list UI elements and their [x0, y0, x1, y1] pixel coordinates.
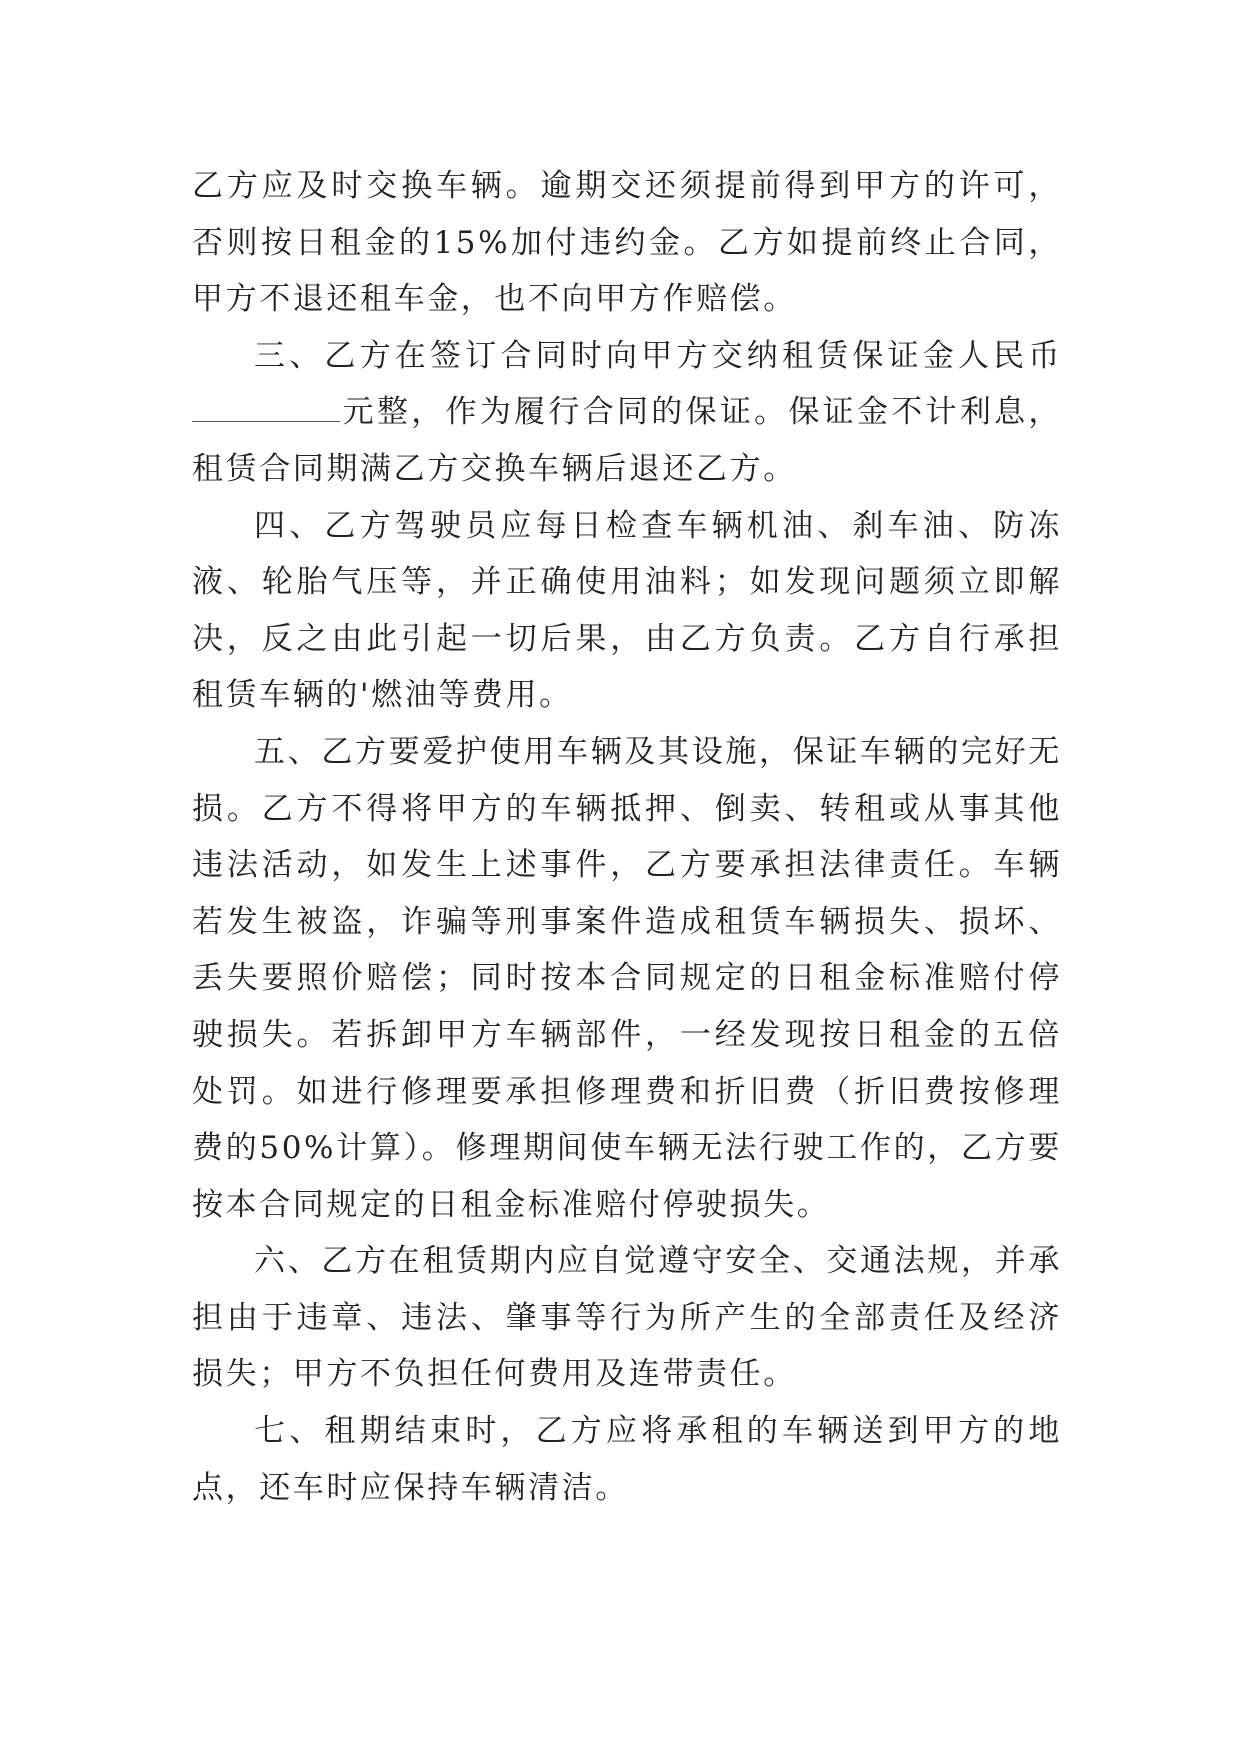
clause-3-text-after-blank: 元整，作为履行合同的保证。保证金不计利息，租赁合同期满乙方交换车辆后退还乙方。 [192, 394, 1062, 487]
paragraph-clause-6: 六、乙方在租赁期内应自觉遵守安全、交通法规，并承担由于违章、违法、肇事等行为所产生的全部责任及经济损失；甲方不负担任何费用及连带责任。 [192, 1243, 1062, 1393]
paragraph-continuation: 乙方应及时交换车辆。逾期交还须提前得到甲方的许可，否则按日租金的15%加付违约金。乙方如提前终止合同，甲方不退还租车金，也不向甲方作赔偿。 [192, 168, 1062, 318]
paragraph-clause-7: 七、租期结束时，乙方应将承租的车辆送到甲方的地点，还车时应保持车辆清洁。 [192, 1413, 1062, 1506]
deposit-amount-blank [192, 393, 340, 422]
paragraph-clause-5: 五、乙方要爱护使用车辆及其设施，保证车辆的完好无损。乙方不得将甲方的车辆抵押、倒卖、转租或从事其他违法活动，如发生上述事件，乙方要承担法律责任。车辆若发生被盗，诈骗等刑事案件造成租赁车辆损失、损坏、丢失要照价赔偿；同时按本合同规定的日租金标准赔付停驶损失。若拆卸甲方车辆部件，一经发现按日租金的五倍处罚。如进行修理要承担修理费和折旧费（折旧费按修理费的50%计算）。修理期间使车辆无法行驶工作的，乙方要按本合同规定的日租金标准赔付停驶损失。 [192, 733, 1062, 1223]
paragraph-clause-4: 四、乙方驾驶员应每日检查车辆机油、刹车油、防冻液、轮胎气压等，并正确使用油料；如发现问题须立即解决，反之由此引起一切后果，由乙方负责。乙方自行承担租赁车辆的'燃油等费用。 [192, 507, 1062, 714]
paragraph-clause-3 [192, 328, 1062, 498]
document-body [192, 158, 1062, 1516]
clause-3-text-before-blank: 三、乙方在签订合同时向甲方交纳租赁保证金人民币 [254, 337, 1062, 374]
